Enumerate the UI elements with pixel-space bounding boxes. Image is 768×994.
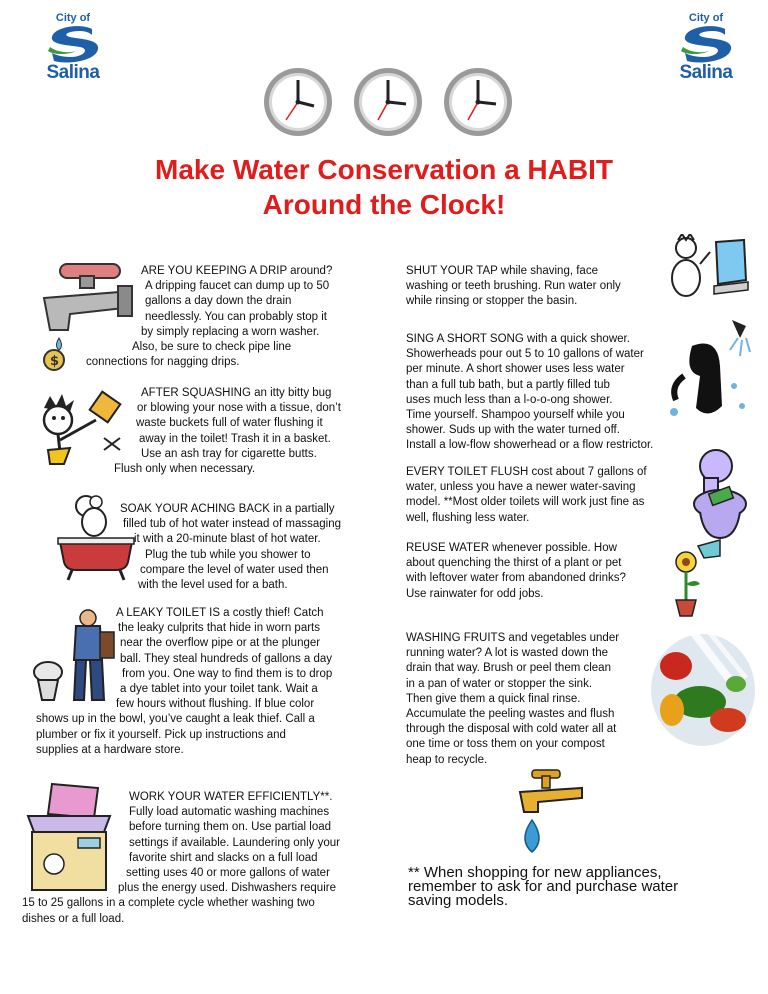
text-line: Flush only when necessary.	[114, 463, 256, 476]
shut-tap-tip	[406, 264, 621, 310]
text-line: dishes or a full load.	[22, 912, 125, 925]
clock-icon	[262, 66, 334, 138]
text-line: Showerheads pour out 5 to 10 gallons of water	[406, 348, 644, 361]
text-line: well, flushing less water.	[406, 511, 530, 524]
text-line: washing or teeth brushing. Run water only	[406, 280, 621, 293]
text-line: REUSE WATER whenever possible. How	[406, 542, 617, 554]
text-line: ** When shopping for new appliances,	[408, 864, 662, 881]
text-line: favorite shirt and slacks on a full load	[129, 851, 318, 864]
text-line: connections for nagging drips.	[86, 356, 240, 369]
text-line: a dye tablet into your toilet tank. Wait a	[120, 683, 318, 696]
logo-city-of-text: City of	[55, 12, 91, 24]
bug-tip	[114, 386, 341, 477]
title-line-1: Make Water Conservation a HABIT	[155, 154, 613, 185]
logo-salina-text: Salina	[46, 62, 100, 83]
text-line: the leaky culprits that hide in worn parts	[118, 622, 320, 635]
text-line: AFTER SQUASHING an itty bitty bug	[141, 387, 332, 399]
text-line: Also, be sure to check pipe line	[132, 341, 292, 354]
text-line: away in the toilet! Trash it in a basket.	[139, 432, 331, 445]
text-line: plus the energy used. Dishwashers require	[118, 882, 336, 895]
text-line: with the level used for a bath.	[138, 579, 288, 592]
bath-tip	[120, 502, 341, 593]
text-line: SHUT YOUR TAP while shaving, face	[406, 265, 598, 277]
text-line: Use an ash tray for cigarette butts.	[141, 447, 317, 460]
salina-swoosh-icon	[673, 25, 739, 63]
text-line: gallons a day down the drain	[145, 295, 292, 308]
text-line: near the overflow pipe or at the plunger	[120, 637, 321, 650]
text-line: water, unless you have a newer water-saving	[406, 481, 636, 494]
text-line: shows up in the bowl, you’ve caught a leak thief. Call a	[36, 713, 315, 726]
washing-fruits-tip	[406, 631, 619, 768]
appliance-footnote	[408, 866, 678, 908]
text-line: 15 to 25 gallons in a complete cycle whether washing two	[22, 897, 315, 910]
text-line: with leftover water from abandoned drinks?	[406, 572, 626, 585]
text-line: it with a 20-minute blast of hot water.	[134, 533, 321, 546]
text-line: ball. They steal hundreds of gallons a day	[120, 652, 333, 665]
logo-city-of-text: City of	[688, 12, 724, 24]
text-line: plumber or fix it yourself. Pick up instructions and	[36, 728, 286, 741]
text-line: A LEAKY TOILET IS a costly thief! Catch	[116, 607, 324, 619]
text-line: than a full tub bath, but a partly filled tub	[406, 378, 610, 391]
clock-icon	[442, 66, 514, 138]
text-line: supplies at a hardware store.	[36, 743, 184, 756]
text-line: from you. One way to find them is to drop	[122, 667, 333, 680]
text-line: setting uses 40 or more gallons of water	[126, 867, 330, 880]
text-line: or blowing your nose with a tissue, don’t	[137, 402, 341, 415]
text-line: few hours without flushing. If blue color	[116, 698, 315, 711]
text-line: remember to ask for and purchase water	[408, 878, 679, 895]
text-line: SOAK YOUR ACHING BACK in a partially	[120, 503, 335, 515]
reuse-water-tip	[406, 541, 626, 602]
text-line: WASHING FRUITS and vegetables under	[406, 632, 620, 644]
clock-icon	[352, 66, 424, 138]
text-line: Use rainwater for odd jobs.	[406, 587, 544, 600]
text-line: by simply replacing a worn washer.	[141, 325, 320, 338]
salina-swoosh-icon	[40, 25, 106, 63]
text-line: EVERY TOILET FLUSH cost about 7 gallons of	[406, 466, 647, 478]
text-line: needlessly. You can probably stop it	[145, 310, 327, 323]
page-title	[0, 152, 768, 222]
showering-person-icon	[662, 316, 754, 428]
text-line: through the disposal with cold water all at	[406, 723, 617, 736]
text-line: SING A SHORT SONG with a quick shower.	[406, 333, 630, 345]
text-line: heap to recycle.	[406, 753, 488, 766]
faucet-water-drop-icon	[514, 768, 588, 856]
text-line: Plug the tub while you shower to	[145, 548, 311, 561]
text-line: about quenching the thirst of a plant or pet	[406, 557, 622, 570]
text-line: drain that way. Brush or peel them clean	[406, 662, 611, 675]
city-of-salina-logo-right	[669, 12, 743, 83]
text-line: A dripping faucet can dump up to 50	[145, 280, 330, 293]
text-line: Fully load automatic washing machines	[129, 806, 330, 819]
text-line: filled tub of hot water instead of massaging	[123, 518, 341, 531]
text-line: uses much less than a l-o-o-ong shower.	[406, 393, 613, 406]
text-line: before turning them on. Use partial load	[129, 821, 332, 834]
text-line: while rinsing or stopper the basin.	[406, 295, 578, 308]
watering-flower-icon	[664, 538, 724, 620]
logo-salina-text: Salina	[679, 62, 733, 83]
text-line: per minute. A short shower uses less water	[406, 363, 625, 376]
toilet-flush-tip	[406, 465, 647, 526]
text-line: model. **Most older toilets will work just fine as	[406, 496, 645, 509]
city-of-salina-logo-left	[36, 12, 110, 83]
text-line: Accumulate the peeling wastes and flush	[406, 708, 615, 721]
drip-tip	[86, 264, 332, 370]
text-line: compare the level of water used then	[140, 563, 329, 576]
text-line: waste buckets full of water flushing it	[136, 417, 323, 430]
text-line: in a pan of water or stopper the sink.	[406, 677, 593, 690]
text-line: Then give them a quick final rinse.	[406, 692, 581, 705]
text-line: shower. Suds up with the water turned off.	[406, 424, 620, 437]
short-shower-tip	[406, 332, 653, 454]
leaky-toilet-tip	[36, 606, 332, 758]
text-line: running water? A lot is wasted down the	[406, 647, 609, 660]
title-line-2: Around the Clock!	[262, 189, 506, 220]
text-line: Time yourself. Shampoo yourself while you	[406, 409, 625, 422]
man-shaving-mirror-icon	[664, 234, 750, 302]
text-line: Install a low-flow showerhead or a flow restrictor.	[406, 439, 654, 452]
vegetables-rinse-photo	[650, 628, 756, 748]
text-line: ARE YOU KEEPING A DRIP around?	[141, 265, 333, 277]
text-line: WORK YOUR WATER EFFICIENTLY**.	[129, 791, 333, 803]
text-line: settings if available. Laundering only your	[129, 836, 340, 849]
text-line: saving models.	[408, 892, 509, 909]
text-line: one time or toss them on your compost	[406, 738, 605, 751]
svg-text:$: $	[50, 354, 60, 369]
efficient-water-tip	[22, 790, 340, 927]
toilet-with-money-icon	[686, 448, 752, 542]
